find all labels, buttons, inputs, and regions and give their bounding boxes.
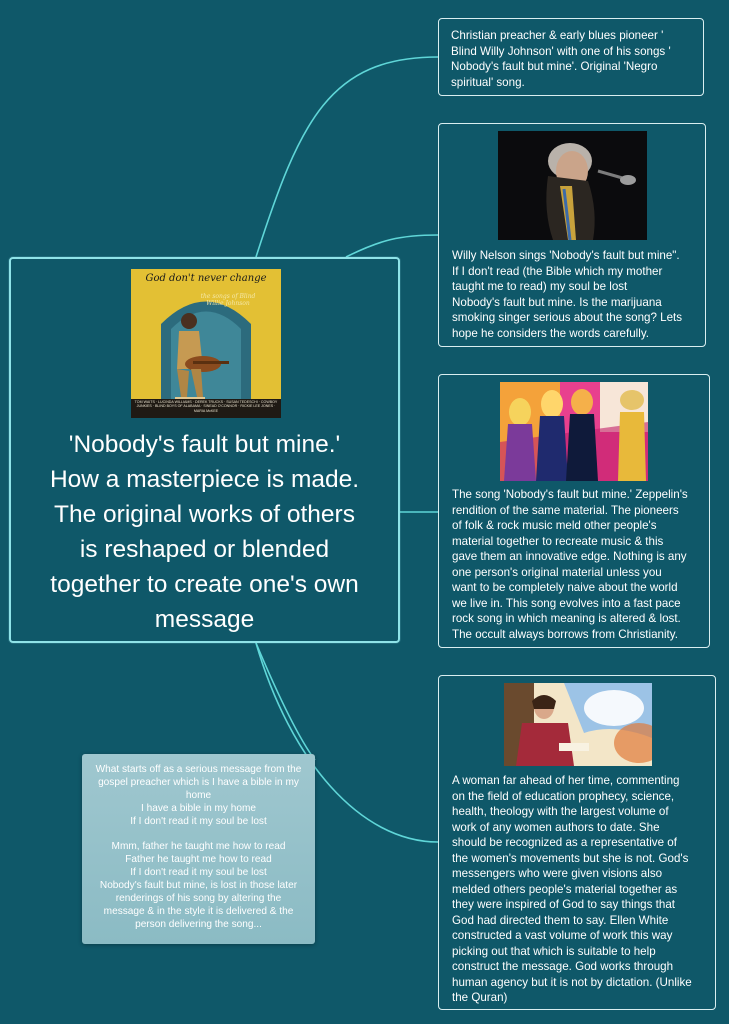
central-topic-node[interactable]: [9, 257, 400, 643]
note-text: What starts off as a serious message from the gospel preacher which is I have a bible in my home I have a bible in my home If I don't read it my soul be lost Mmm, father he taught me how to read Father he taught me how to read If I don't read it my soul be lost Nobody's fault but mine, is lost in those later renderings of his song by altering the message & in the style it is delivered & the person delivering the song...: [95, 764, 302, 930]
album-title: God don't never change: [145, 273, 267, 284]
node-ellen-white[interactable]: [438, 675, 716, 1010]
connector-to-note: [256, 643, 315, 760]
node-led-zeppelin[interactable]: [438, 374, 710, 648]
node-text: Willy Nelson sings 'Nobody's fault but mine". If I don't read (the Bible which my mother taught me to read) my soul be lost Nobody's fault but mine. Is the marijuana smoking singer serious about the song? Lets hope he considers the words carefully.: [452, 249, 683, 340]
node-blind-willie-johnson[interactable]: [438, 18, 704, 96]
led-zeppelin-artwork: [500, 382, 648, 481]
central-topic-title: 'Nobody's fault but mine.' How a masterpiece is made. The original works of others is reshaped or blended together to create one's own message: [49, 431, 360, 633]
node-text: Christian preacher & early blues pioneer ' Blind Willy Johnson' with one of his songs ' Nobody's fault but mine'. Original 'Negro spiritual' song.: [451, 29, 671, 89]
note-lyrics-node[interactable]: [82, 754, 315, 944]
node-text: The song 'Nobody's fault but mine.' Zeppelin's rendition of the same material. The pioneers of folk & rock music meld other people's material together to recreate music & this gave them an innovative edge. Nothing is any one person's original material unless you want to be completely naive about the world we live in. This song evolves into a fast pace rock song in which meaning is altered & lost. The occult always borrows from Christianity.: [452, 488, 688, 641]
node-willie-nelson[interactable]: [438, 123, 706, 347]
node-text: A woman far ahead of her time, commenting on the field of education prophecy, science, health, theology with the largest volume of work of any women authors to date. She should be recognized as a representative of the women's movements but she is not. God's messengers who were given visions also melded others people's material together as they were inspired of God to say things that God had directed them to say. Ellen White constructed a vast volume of work this way picking out that which is suitable to help construct the message. God works through human agency but it is not by dictation. (Unlike the Quran): [452, 774, 692, 1004]
ellen-white-painting: [504, 683, 652, 766]
album-cover-image: [131, 269, 281, 418]
connector-to-node-1: [256, 57, 438, 257]
willie-nelson-photo: [498, 131, 647, 240]
album-subtitle: the songs of Blind Willie Johnson: [200, 293, 256, 307]
album-credits: TOM WAITS · LUCINDA WILLIAMS · DEREK TRUCKS · SUSAN TEDESCHI · COWBOY JUNKIES · BLIND BOYS OF ALABAMA · SINEAD O'CONNOR · RICKIE LEE JONES · MARIA McKEE: [134, 400, 278, 413]
connector-to-node-2: [346, 235, 438, 257]
